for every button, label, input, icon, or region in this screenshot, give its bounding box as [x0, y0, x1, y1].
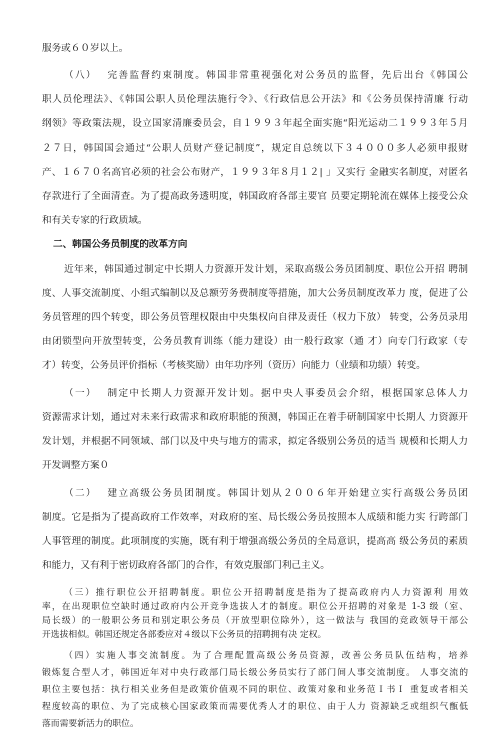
- text-line: 近年来，韩国通过制定中长期人力资源开发计划，采取高级公务员团制度、职位公开招 聘制: [64, 264, 468, 275]
- text-line: 产、１６７０名高官必须的社会公布财产，１９９３年８月１２| 」又实行 金融实名制度，对匿名: [42, 167, 468, 178]
- text-line: 务员管理的四个转变，即公务员管理权限由中央集权向自律及责任（权力下放） 转变，公务员录用: [42, 312, 468, 323]
- text-line: 资源需求计划，通过对未来行政需求和政府职能的预测，韩国正在着手研制国家中长期人 力资源开: [42, 412, 468, 423]
- text-line: 落而需要新活力的职位。: [42, 719, 139, 729]
- text-line: ２７日，韩国国会通过“公职人员财产登记制度”，规定自总统以下３４０００多人必须申报财: [42, 143, 468, 154]
- section-3-title: （三）推行职位公开招聘制度。职位公开招聘制度是指为了提高政府内人力资源利 用效: [64, 588, 468, 598]
- text-line: 人事管理的制度。此项制度的实施，既有利于增强高级公务员的全局意识，提高高 级公务员的素质: [42, 536, 468, 547]
- text-line: 锻炼复合型人才，韩国近年对中央行政部门局长级公务员实行了部门间人事交流制度。 人事交流的: [42, 668, 468, 678]
- text-line: 由闭锁型向开放型转变，公务员教育训练（能力建设）由一般行政家（通 才）向专门行政家（专: [42, 336, 468, 347]
- section-heading: 二、韩国公务员制度的改革方向: [53, 239, 188, 250]
- text-line: 局长级）的一般职公务员和别定职公务员（开放型职位除外），这一做法与 我国的竞政领导干部公: [42, 616, 468, 626]
- text-line: 发计划，并根据不同领域、部门以及中央与地方的需求，拟定各级别公务员的适当 规模和长期人力: [42, 436, 468, 447]
- text-line: 职位主要包括：执行相关业务但是政策价值观不同的职位、政策对象和业务范Ｉ书Ｉ 重复或者相关: [42, 685, 468, 695]
- text-line: 率，在出现职位空缺时通过政府内公开竞争选拔人才的制度。职位公开招聘的对象是 1-3 级（室、: [42, 602, 468, 612]
- section-1-title: （一） 制定中长期人力资源开发计划。据中央人事委员会介绍，根据国家总体人力: [64, 388, 468, 399]
- text-line: 程度较高的职位、为了完成核心国家政策而需要优秀人才的职位、由于人力 资源缺乏或组织气甑低: [42, 702, 468, 712]
- text-line: 职人员伦理法》、《韩国公职人员伦理法施行令》、《行政信息公开法》和《公务员保持清廉 行动: [42, 94, 468, 105]
- section-4-title: （四）实施人事交流制度。为了合理配置高级公务员资源，改善公务员队伍结构，培养: [64, 651, 468, 661]
- section-2-title: （二） 建立高级公务员团制度。韩国计划从２００６年开始建立实行高级公务员团: [64, 488, 468, 499]
- text-line: 服务或６０岁以上。: [42, 43, 129, 54]
- text-line: 度、人事交流制度、小组式编制以及总额劳务费制度等措施，加大公务员制度改革力 度，促进了公: [42, 288, 468, 299]
- text-line: 开选拔相似。韩国还规定各部委应对４级以下公务员的招聘拥有决 定权。: [42, 630, 327, 640]
- text-line: 开发调整方案０: [42, 460, 110, 471]
- text-line: 才）转变，公务员评价指标（考核奖励）由年功序列（资历）向能力（业绩和功绩）转变。: [42, 360, 426, 371]
- section-8-title: （八） 完善监督约束制度。韩国非常重视强化对公务员的监督，先后出台《韩国公: [64, 70, 468, 81]
- text-line: 和有关专家的行政质域。: [42, 215, 148, 226]
- text-line: 制度。它是指为了提高政府工作效率，对政府的室、局长级公务员按照本人成绩和能力实 行跨部门: [42, 512, 468, 523]
- text-line: 存款进行了全面清查。为了提高政务透明度，韩国政府各部主要官 员要定期轮流在媒体上接受公众: [42, 191, 468, 202]
- text-line: 纲领》等政策法规，设立国家清廉委员会，自１９９３年起全面实施“阳光运动二１９９３年５月: [42, 118, 468, 129]
- text-line: 和能力，又有利于密切政府各部门的合作，有效克服部门利己主义。: [42, 560, 330, 571]
